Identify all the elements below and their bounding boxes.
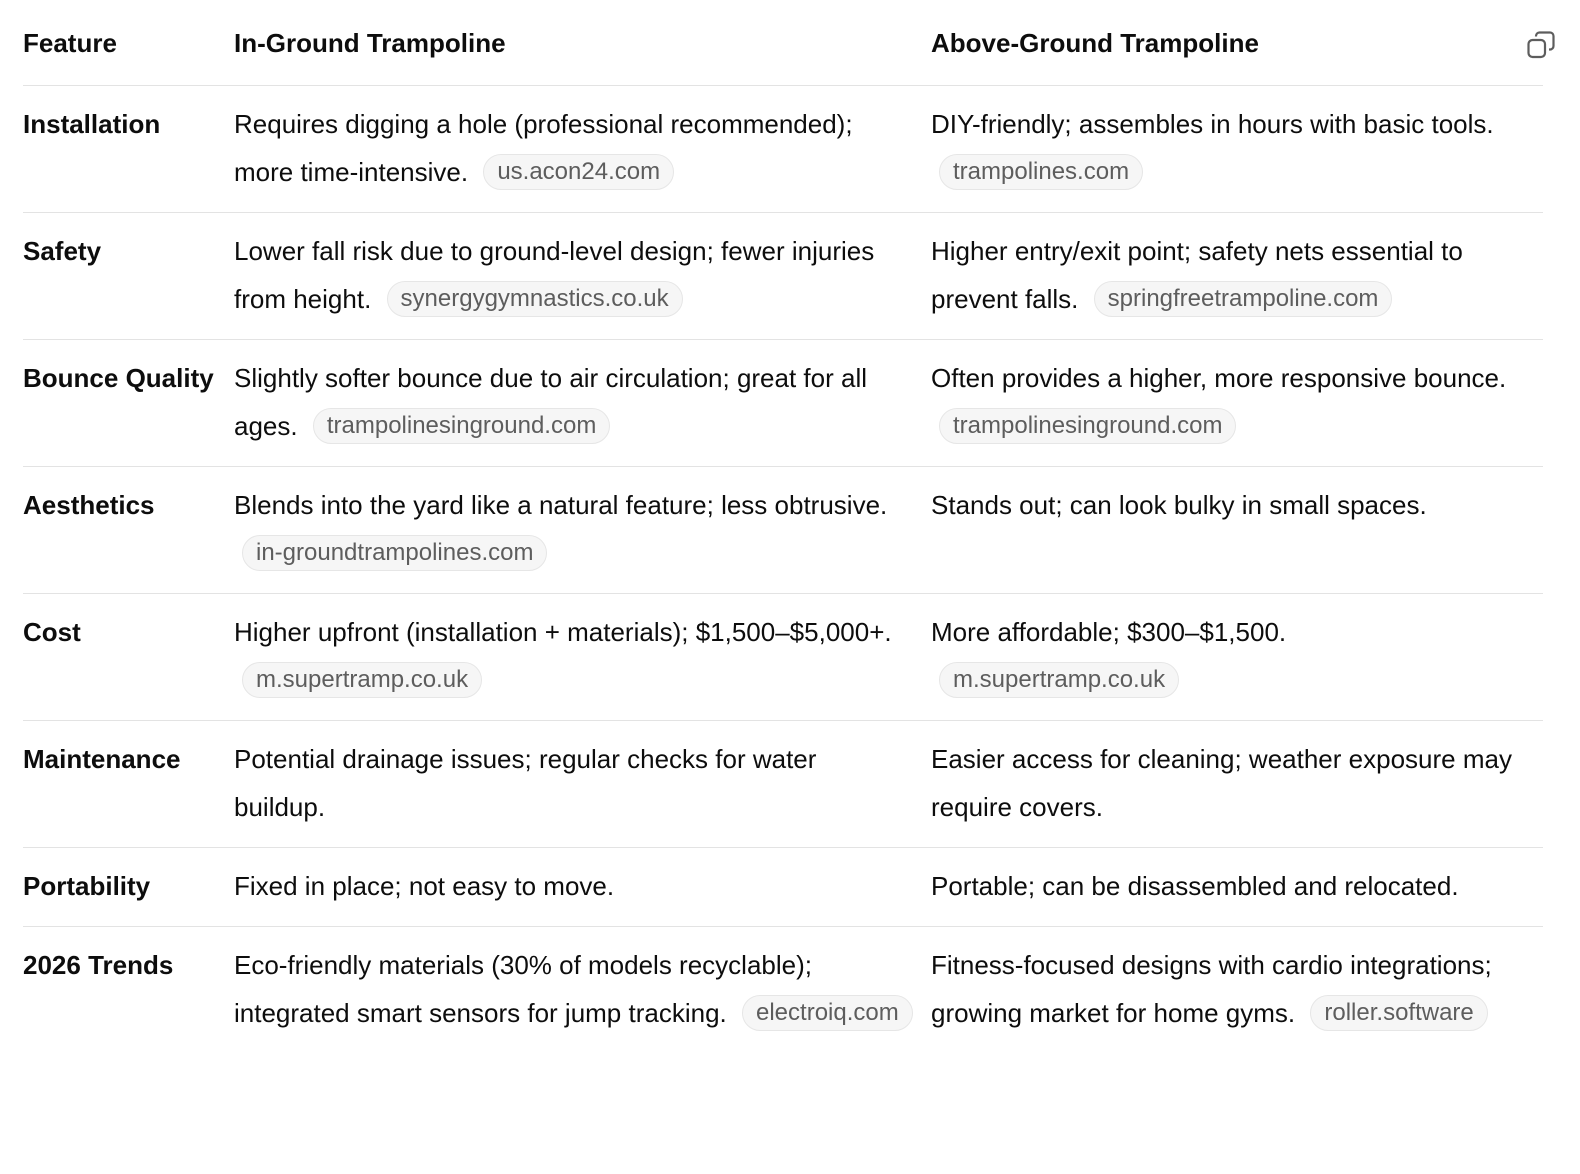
- feature-cell: Bounce Quality: [23, 363, 214, 393]
- above-ground-cell: [931, 862, 1543, 910]
- source-link[interactable]: roller.software: [1310, 995, 1487, 1031]
- cell-text: Blends into the yard like a natural feature; less obtrusive.: [234, 490, 888, 520]
- cell-text: Slightly softer bounce due to air circulation; great for all ages.: [234, 363, 868, 441]
- cell-text: Lower fall risk due to ground-level design; fewer injuries from height.: [234, 236, 875, 314]
- cell-text: Stands out; can look bulky in small spaces.: [931, 490, 1427, 520]
- above-ground-cell: [931, 227, 1543, 323]
- feature-cell: Portability: [23, 871, 151, 901]
- cell-text: Higher upfront (installation + materials); $1,500–$5,000+.: [234, 617, 892, 647]
- source-link[interactable]: trampolines.com: [939, 154, 1143, 190]
- feature-cell: Aesthetics: [23, 490, 155, 520]
- table-row: [23, 213, 1543, 340]
- source-link[interactable]: us.acon24.com: [483, 154, 674, 190]
- feature-cell: 2026 Trends: [23, 950, 174, 980]
- cell-text: Fitness-focused designs with cardio integrations; growing market for home gyms.: [931, 950, 1492, 1028]
- in-ground-cell: [234, 100, 931, 196]
- table-row: [23, 721, 1543, 848]
- source-link[interactable]: trampolinesinground.com: [313, 408, 610, 444]
- cell-text: DIY-friendly; assembles in hours with basic tools.: [931, 109, 1494, 139]
- source-link[interactable]: m.supertramp.co.uk: [939, 662, 1179, 698]
- table-row: [23, 467, 1543, 594]
- cell-text: Fixed in place; not easy to move.: [234, 871, 615, 901]
- feature-cell: Installation: [23, 109, 161, 139]
- source-link[interactable]: in-groundtrampolines.com: [242, 535, 547, 571]
- copy-icon[interactable]: [1526, 30, 1556, 60]
- table-row: [23, 594, 1543, 721]
- table-row: [23, 927, 1543, 1053]
- feature-cell: Maintenance: [23, 744, 181, 774]
- table-row: [23, 848, 1543, 927]
- feature-cell: Safety: [23, 236, 102, 266]
- cell-text: Often provides a higher, more responsive bounce.: [931, 363, 1507, 393]
- cell-text: Eco-friendly materials (30% of models recyclable); integrated smart sensors for jump tracking.: [234, 950, 812, 1028]
- cell-text: Potential drainage issues; regular checks for water buildup.: [234, 744, 817, 822]
- source-link[interactable]: electroiq.com: [742, 995, 913, 1031]
- source-link[interactable]: springfreetrampoline.com: [1094, 281, 1393, 317]
- in-ground-cell: [234, 227, 931, 323]
- above-ground-cell: [931, 100, 1543, 196]
- header-in-ground: In-Ground Trampoline: [234, 27, 506, 58]
- feature-cell: Cost: [23, 617, 81, 647]
- header-above-ground: Above-Ground Trampoline: [931, 27, 1259, 58]
- above-ground-cell: [931, 735, 1543, 831]
- in-ground-cell: [234, 481, 931, 577]
- above-ground-cell: [931, 941, 1543, 1037]
- table-row: [23, 86, 1543, 213]
- in-ground-cell: [234, 735, 931, 831]
- source-link[interactable]: trampolinesinground.com: [939, 408, 1236, 444]
- header-feature: Feature: [23, 27, 117, 58]
- cell-text: More affordable; $300–$1,500.: [931, 617, 1287, 647]
- cell-text: Easier access for cleaning; weather exposure may require covers.: [931, 744, 1512, 822]
- comparison-table: [23, 0, 1543, 1053]
- in-ground-cell: [234, 354, 931, 450]
- cell-text: Portable; can be disassembled and relocated.: [931, 871, 1459, 901]
- above-ground-cell: [931, 354, 1543, 450]
- source-link[interactable]: m.supertramp.co.uk: [242, 662, 482, 698]
- cell-text: Requires digging a hole (professional recommended); more time-intensive.: [234, 109, 853, 187]
- cell-text: Higher entry/exit point; safety nets essential to prevent falls.: [931, 236, 1463, 314]
- source-link[interactable]: synergygymnastics.co.uk: [387, 281, 683, 317]
- table-header-row: [23, 0, 1543, 86]
- in-ground-cell: [234, 862, 931, 910]
- above-ground-cell: [931, 608, 1543, 704]
- table-row: [23, 340, 1543, 467]
- in-ground-cell: [234, 608, 931, 704]
- in-ground-cell: [234, 941, 931, 1037]
- above-ground-cell: [931, 481, 1543, 577]
